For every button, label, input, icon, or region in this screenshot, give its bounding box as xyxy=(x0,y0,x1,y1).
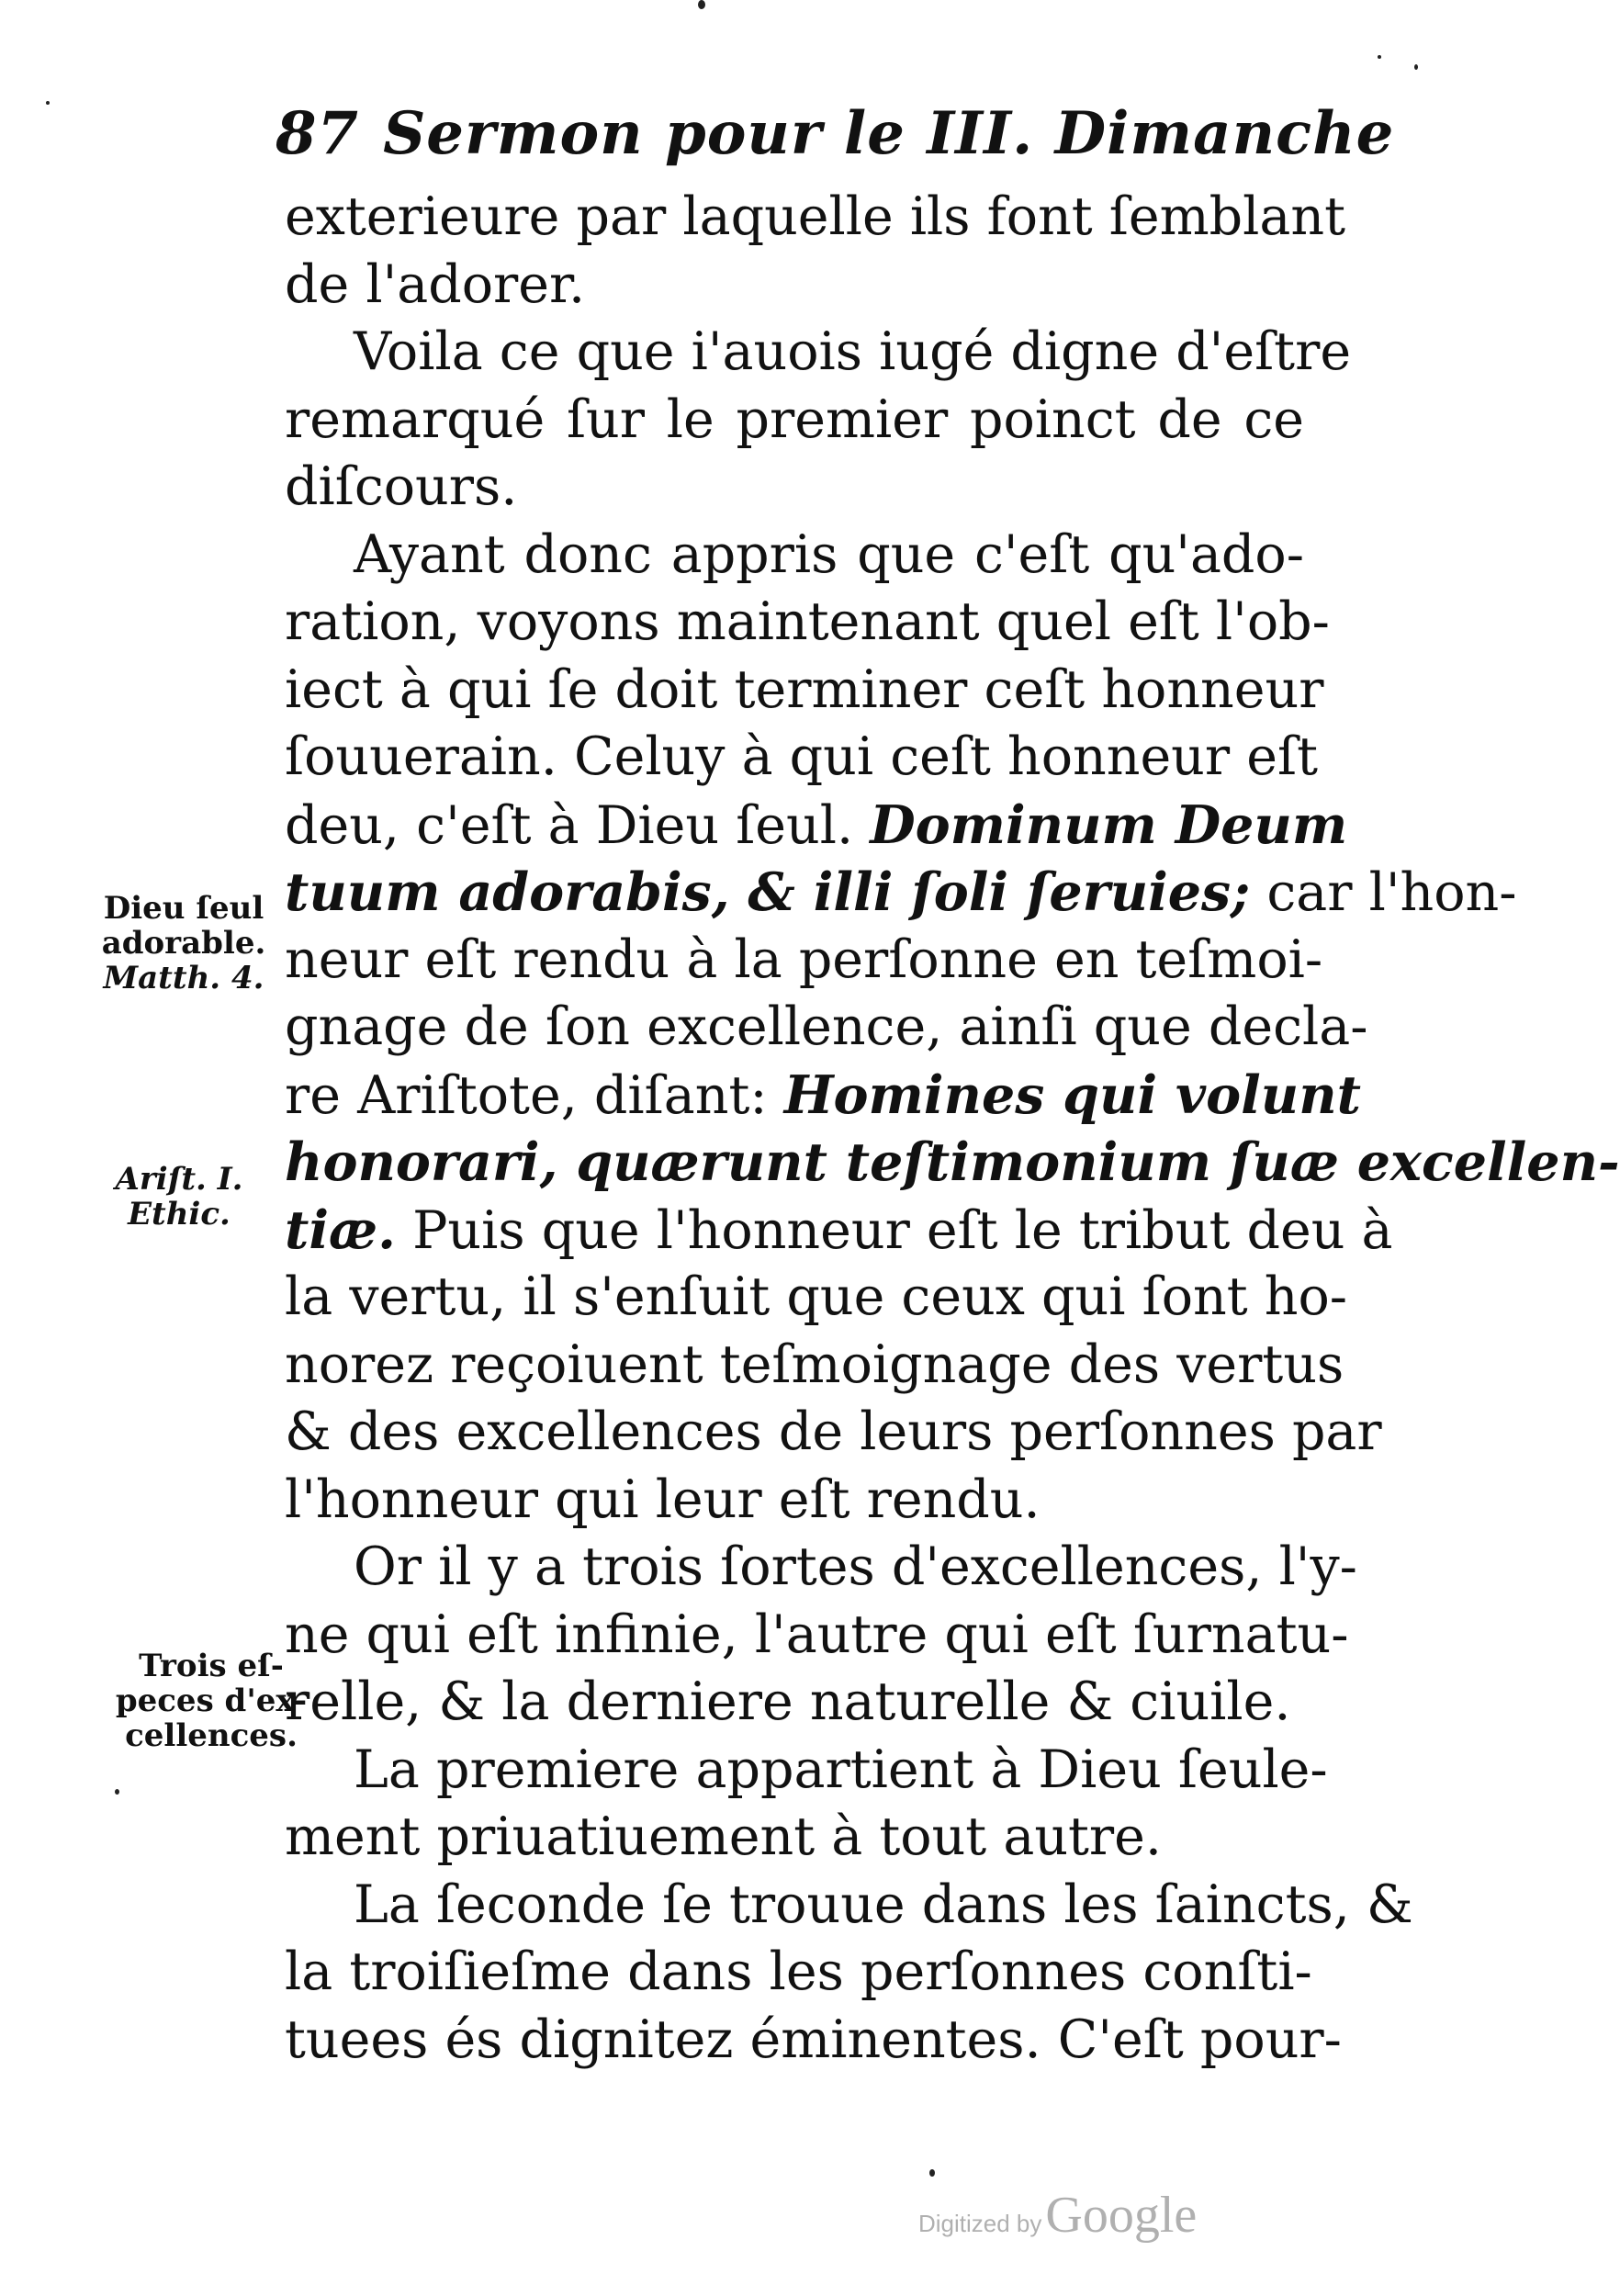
latin-quote: tuum adorabis, & illi ſoli ſeruies; xyxy=(285,861,1251,923)
scan-speck xyxy=(929,2169,935,2177)
margin-note-aristotle xyxy=(101,1162,257,1232)
latin-quote: Homines qui volunt xyxy=(783,1064,1361,1126)
margin-note-line: Dieu ſeul xyxy=(103,890,264,927)
scan-speck xyxy=(115,1789,119,1795)
body-text xyxy=(285,184,1620,2074)
scan-speck xyxy=(1414,64,1418,70)
text-segment: Puis que l'honneur eſt le tribut deu à xyxy=(412,1199,1393,1261)
text-line: La premiere appartient à Dieu ſeule- xyxy=(354,1739,1328,1800)
text-line: la vertu, il s'enſuit que ceux qui ſont ho- xyxy=(285,1266,1348,1327)
page-number: 87 xyxy=(276,99,360,168)
text-line: Voila ce que i'auois iugé digne d'eſtre xyxy=(354,321,1352,382)
text-line: ſouuerain. Celuy à qui ceſt honneur eſt xyxy=(285,726,1318,787)
running-title: Sermon pour le III. Dimanche xyxy=(383,99,1395,168)
margin-note-line: peces d'ex- xyxy=(115,1683,308,1719)
margin-note-line: cellences. xyxy=(125,1717,298,1754)
text-line xyxy=(285,792,1348,860)
text-line: ment priuatiuement à tout autre. xyxy=(285,1806,1163,1867)
margin-note-line: Trois eſ- xyxy=(139,1648,284,1684)
scan-speck xyxy=(46,101,50,105)
scan-speck xyxy=(1378,55,1381,59)
running-header xyxy=(276,99,1394,168)
text-line xyxy=(285,1197,1393,1265)
text-line: neur eſt rendu à la perſonne en teſmoi- xyxy=(285,929,1323,990)
latin-quote: Dominum Deum xyxy=(870,793,1348,856)
text-line: relle, & la derniere naturelle & ciuile. xyxy=(285,1671,1291,1732)
latin-quote: honorari, quærunt teſtimonium ſuæ excellen- xyxy=(285,1131,1620,1193)
margin-note-line: Ethic. xyxy=(128,1196,231,1232)
text-line xyxy=(285,859,1517,927)
text-line: de l'adorer. xyxy=(285,253,586,315)
digitized-watermark xyxy=(918,2186,1197,2245)
text-line: tuees és dignitez éminentes. C'eſt pour- xyxy=(285,2009,1342,2070)
text-line: La ſeconde ſe trouue dans les ſaincts, & xyxy=(354,1874,1413,1935)
text-segment: deu, c'eſt à Dieu ſeul. xyxy=(285,794,854,856)
text-line: remarqué ſur le premier poinct de ce xyxy=(285,388,1304,450)
text-line: iect à qui ſe doit terminer ceſt honneur xyxy=(285,658,1324,720)
text-segment: car l'hon- xyxy=(1266,862,1517,923)
text-line: Ayant donc appris que c'eſt qu'ado- xyxy=(354,523,1304,585)
text-line: exterieure par laquelle ils font ſemblant xyxy=(285,186,1346,247)
latin-quote: tiæ. xyxy=(285,1199,396,1261)
text-line: ne qui eſt infinie, l'autre qui eſt ſurnatu- xyxy=(285,1604,1349,1665)
text-line: l'honneur qui leur eſt rendu. xyxy=(285,1469,1041,1530)
text-line xyxy=(285,1062,1361,1130)
scan-speck xyxy=(698,0,705,9)
margin-note-trois-especes xyxy=(110,1649,312,1753)
text-line xyxy=(285,1129,1620,1197)
text-line: Or il y a trois ſortes d'excellences, l'y- xyxy=(354,1536,1357,1597)
text-line: diſcours. xyxy=(285,456,518,517)
watermark-prefix: Digitized by xyxy=(918,2210,1042,2237)
text-line: la troiſieſme dans les perſonnes conſti- xyxy=(285,1941,1312,2002)
margin-note-line: adorable. xyxy=(101,925,266,962)
google-logo: Google xyxy=(1045,2187,1198,2244)
margin-note-dieu-seul xyxy=(92,891,276,996)
text-segment: re Ariſtote, diſant: xyxy=(285,1064,768,1126)
text-line: ration, voyons maintenant quel eſt l'ob- xyxy=(285,591,1330,652)
margin-note-reference: Matth. 4. xyxy=(103,960,264,996)
text-line: norez reçoiuent teſmoignage des vertus xyxy=(285,1334,1344,1395)
text-line: & des excellences de leurs perſonnes par xyxy=(285,1401,1382,1462)
text-line: gnage de ſon excellence, ainſi que decla- xyxy=(285,996,1368,1057)
margin-note-line: Ariſt. I. xyxy=(115,1161,243,1198)
